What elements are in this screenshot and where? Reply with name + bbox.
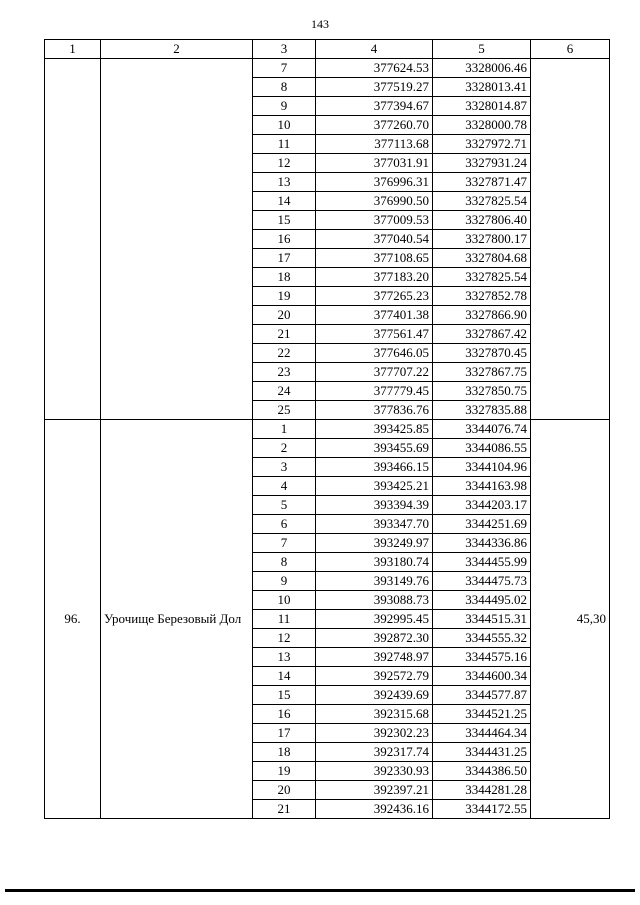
x-coordinate-cell: 377707.22 [316, 363, 433, 382]
y-coordinate-cell: 3344475.73 [433, 572, 531, 591]
object-number-cell [45, 59, 101, 420]
x-coordinate-cell: 377779.45 [316, 382, 433, 401]
y-coordinate-cell: 3344455.99 [433, 553, 531, 572]
y-coordinate-cell: 3344521.25 [433, 705, 531, 724]
x-coordinate-cell: 393149.76 [316, 572, 433, 591]
x-coordinate-cell: 377394.67 [316, 97, 433, 116]
x-coordinate-cell: 392302.23 [316, 724, 433, 743]
x-coordinate-cell: 377113.68 [316, 135, 433, 154]
point-number-cell: 7 [253, 59, 316, 78]
x-coordinate-cell: 377401.38 [316, 306, 433, 325]
x-coordinate-cell: 393425.21 [316, 477, 433, 496]
x-coordinate-cell: 393425.85 [316, 420, 433, 439]
point-number-cell: 9 [253, 572, 316, 591]
point-number-cell: 11 [253, 610, 316, 629]
x-coordinate-cell: 393088.73 [316, 591, 433, 610]
y-coordinate-cell: 3344251.69 [433, 515, 531, 534]
point-number-cell: 20 [253, 781, 316, 800]
point-number-cell: 15 [253, 211, 316, 230]
x-coordinate-cell: 392995.45 [316, 610, 433, 629]
point-number-cell: 21 [253, 325, 316, 344]
point-number-cell: 1 [253, 420, 316, 439]
x-coordinate-cell: 393394.39 [316, 496, 433, 515]
point-number-cell: 24 [253, 382, 316, 401]
x-coordinate-cell: 377108.65 [316, 249, 433, 268]
x-coordinate-cell: 377265.23 [316, 287, 433, 306]
point-number-cell: 12 [253, 154, 316, 173]
x-coordinate-cell: 393180.74 [316, 553, 433, 572]
point-number-cell: 23 [253, 363, 316, 382]
table-row [45, 59, 610, 78]
x-coordinate-cell: 392872.30 [316, 629, 433, 648]
column-header: 5 [433, 40, 531, 59]
y-coordinate-cell: 3327870.45 [433, 344, 531, 363]
y-coordinate-cell: 3327850.75 [433, 382, 531, 401]
x-coordinate-cell: 377040.54 [316, 230, 433, 249]
x-coordinate-cell: 393455.69 [316, 439, 433, 458]
y-coordinate-cell: 3327931.24 [433, 154, 531, 173]
x-coordinate-cell: 377624.53 [316, 59, 433, 78]
point-number-cell: 14 [253, 192, 316, 211]
point-number-cell: 19 [253, 762, 316, 781]
point-number-cell: 14 [253, 667, 316, 686]
y-coordinate-cell: 3327800.17 [433, 230, 531, 249]
area-cell: 45,30 [531, 420, 610, 819]
y-coordinate-cell: 3344172.55 [433, 800, 531, 819]
point-number-cell: 22 [253, 344, 316, 363]
point-number-cell: 11 [253, 135, 316, 154]
y-coordinate-cell: 3327825.54 [433, 268, 531, 287]
point-number-cell: 2 [253, 439, 316, 458]
y-coordinate-cell: 3344515.31 [433, 610, 531, 629]
y-coordinate-cell: 3344495.02 [433, 591, 531, 610]
y-coordinate-cell: 3327825.54 [433, 192, 531, 211]
x-coordinate-cell: 377183.20 [316, 268, 433, 287]
y-coordinate-cell: 3344577.87 [433, 686, 531, 705]
footer-rule [5, 889, 635, 892]
y-coordinate-cell: 3344575.16 [433, 648, 531, 667]
y-coordinate-cell: 3344464.34 [433, 724, 531, 743]
column-header: 2 [101, 40, 253, 59]
point-number-cell: 13 [253, 173, 316, 192]
coordinates-table [44, 39, 610, 819]
x-coordinate-cell: 377260.70 [316, 116, 433, 135]
y-coordinate-cell: 3327866.90 [433, 306, 531, 325]
column-header: 6 [531, 40, 610, 59]
y-coordinate-cell: 3344336.86 [433, 534, 531, 553]
object-number-cell: 96. [45, 420, 101, 819]
x-coordinate-cell: 393466.15 [316, 458, 433, 477]
y-coordinate-cell: 3327871.47 [433, 173, 531, 192]
table-row [45, 420, 610, 439]
point-number-cell: 16 [253, 230, 316, 249]
y-coordinate-cell: 3327852.78 [433, 287, 531, 306]
point-number-cell: 17 [253, 724, 316, 743]
y-coordinate-cell: 3344281.28 [433, 781, 531, 800]
y-coordinate-cell: 3344555.32 [433, 629, 531, 648]
x-coordinate-cell: 392436.16 [316, 800, 433, 819]
x-coordinate-cell: 376990.50 [316, 192, 433, 211]
x-coordinate-cell: 393347.70 [316, 515, 433, 534]
y-coordinate-cell: 3328006.46 [433, 59, 531, 78]
column-header: 4 [316, 40, 433, 59]
point-number-cell: 18 [253, 268, 316, 287]
column-header: 3 [253, 40, 316, 59]
point-number-cell: 7 [253, 534, 316, 553]
y-coordinate-cell: 3344163.98 [433, 477, 531, 496]
y-coordinate-cell: 3327867.42 [433, 325, 531, 344]
x-coordinate-cell: 377519.27 [316, 78, 433, 97]
x-coordinate-cell: 393249.97 [316, 534, 433, 553]
area-cell [531, 59, 610, 420]
point-number-cell: 10 [253, 116, 316, 135]
point-number-cell: 8 [253, 553, 316, 572]
x-coordinate-cell: 377031.91 [316, 154, 433, 173]
x-coordinate-cell: 377009.53 [316, 211, 433, 230]
y-coordinate-cell: 3344076.74 [433, 420, 531, 439]
y-coordinate-cell: 3327972.71 [433, 135, 531, 154]
x-coordinate-cell: 392439.69 [316, 686, 433, 705]
point-number-cell: 12 [253, 629, 316, 648]
point-number-cell: 4 [253, 477, 316, 496]
point-number-cell: 25 [253, 401, 316, 420]
y-coordinate-cell: 3328014.87 [433, 97, 531, 116]
x-coordinate-cell: 392317.74 [316, 743, 433, 762]
y-coordinate-cell: 3327804.68 [433, 249, 531, 268]
object-name-cell [101, 59, 253, 420]
x-coordinate-cell: 377561.47 [316, 325, 433, 344]
point-number-cell: 8 [253, 78, 316, 97]
point-number-cell: 10 [253, 591, 316, 610]
point-number-cell: 16 [253, 705, 316, 724]
point-number-cell: 3 [253, 458, 316, 477]
x-coordinate-cell: 377836.76 [316, 401, 433, 420]
y-coordinate-cell: 3344431.25 [433, 743, 531, 762]
x-coordinate-cell: 392315.68 [316, 705, 433, 724]
point-number-cell: 19 [253, 287, 316, 306]
x-coordinate-cell: 392330.93 [316, 762, 433, 781]
header-row [45, 40, 610, 59]
y-coordinate-cell: 3344086.55 [433, 439, 531, 458]
x-coordinate-cell: 392397.21 [316, 781, 433, 800]
point-number-cell: 6 [253, 515, 316, 534]
x-coordinate-cell: 377646.05 [316, 344, 433, 363]
y-coordinate-cell: 3344600.34 [433, 667, 531, 686]
point-number-cell: 15 [253, 686, 316, 705]
point-number-cell: 9 [253, 97, 316, 116]
point-number-cell: 17 [253, 249, 316, 268]
point-number-cell: 20 [253, 306, 316, 325]
y-coordinate-cell: 3327806.40 [433, 211, 531, 230]
table-body [45, 59, 610, 819]
column-header: 1 [45, 40, 101, 59]
point-number-cell: 5 [253, 496, 316, 515]
point-number-cell: 18 [253, 743, 316, 762]
y-coordinate-cell: 3344203.17 [433, 496, 531, 515]
y-coordinate-cell: 3327867.75 [433, 363, 531, 382]
page-number: 143 [311, 17, 329, 31]
y-coordinate-cell: 3344104.96 [433, 458, 531, 477]
point-number-cell: 13 [253, 648, 316, 667]
x-coordinate-cell: 392572.79 [316, 667, 433, 686]
y-coordinate-cell: 3328013.41 [433, 78, 531, 97]
object-name-cell: Урочище Березовый Дол [101, 420, 253, 819]
x-coordinate-cell: 376996.31 [316, 173, 433, 192]
y-coordinate-cell: 3344386.50 [433, 762, 531, 781]
point-number-cell: 21 [253, 800, 316, 819]
y-coordinate-cell: 3328000.78 [433, 116, 531, 135]
x-coordinate-cell: 392748.97 [316, 648, 433, 667]
y-coordinate-cell: 3327835.88 [433, 401, 531, 420]
